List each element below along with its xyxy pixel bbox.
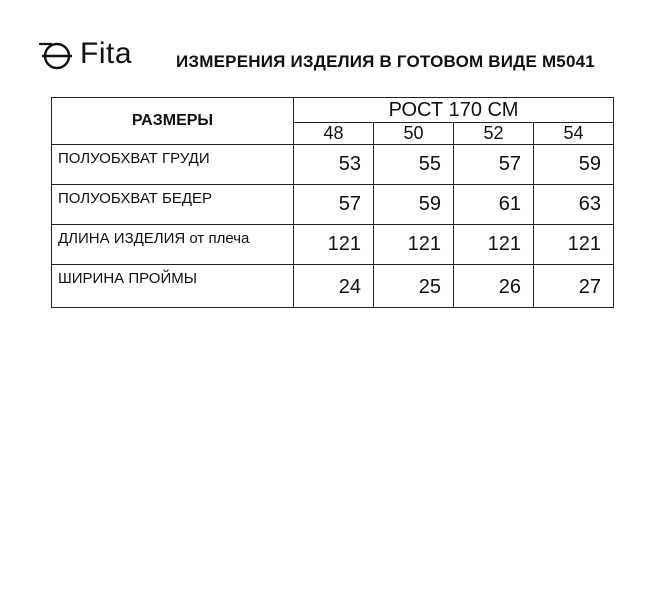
- table-row: [52, 225, 614, 265]
- size-50-header: 50: [374, 123, 454, 145]
- table-row: [52, 185, 614, 225]
- table-cell: 121: [454, 225, 534, 265]
- measurements-table: [51, 97, 614, 308]
- sizes-header: РАЗМЕРЫ: [52, 98, 294, 145]
- table-cell: 25: [374, 265, 454, 308]
- row-label: ДЛИНА ИЗДЕЛИЯ от плеча: [52, 225, 294, 265]
- table-cell: 63: [534, 185, 614, 225]
- table-cell: 26: [454, 265, 534, 308]
- size-52-header: 52: [454, 123, 534, 145]
- row-label: ПОЛУОБХВАТ БЕДЕР: [52, 185, 294, 225]
- brand-name: Fita: [80, 37, 133, 70]
- row-label: ПОЛУОБХВАТ ГРУДИ: [52, 145, 294, 185]
- table-cell: 24: [294, 265, 374, 308]
- height-header: РОСТ 170 СМ: [294, 98, 614, 123]
- table-cell: 61: [454, 185, 534, 225]
- table-cell: 59: [374, 185, 454, 225]
- table-cell: 53: [294, 145, 374, 185]
- table-cell: 57: [294, 185, 374, 225]
- table-cell: 59: [534, 145, 614, 185]
- size-54-header: 54: [534, 123, 614, 145]
- table-cell: 121: [534, 225, 614, 265]
- size-48-header: 48: [294, 123, 374, 145]
- table-cell: 121: [294, 225, 374, 265]
- fita-logo-icon: [38, 35, 76, 73]
- table-cell: 57: [454, 145, 534, 185]
- table-row: [52, 145, 614, 185]
- table-cell: 121: [374, 225, 454, 265]
- table-cell: 55: [374, 145, 454, 185]
- table-row: [52, 265, 614, 308]
- table-header-row: [52, 98, 614, 123]
- document-title: ИЗМЕРЕНИЯ ИЗДЕЛИЯ В ГОТОВОМ ВИДЕ М5041: [176, 52, 595, 71]
- table-cell: 27: [534, 265, 614, 308]
- brand-logo: [38, 34, 132, 74]
- row-label: ШИРИНА ПРОЙМЫ: [52, 265, 294, 308]
